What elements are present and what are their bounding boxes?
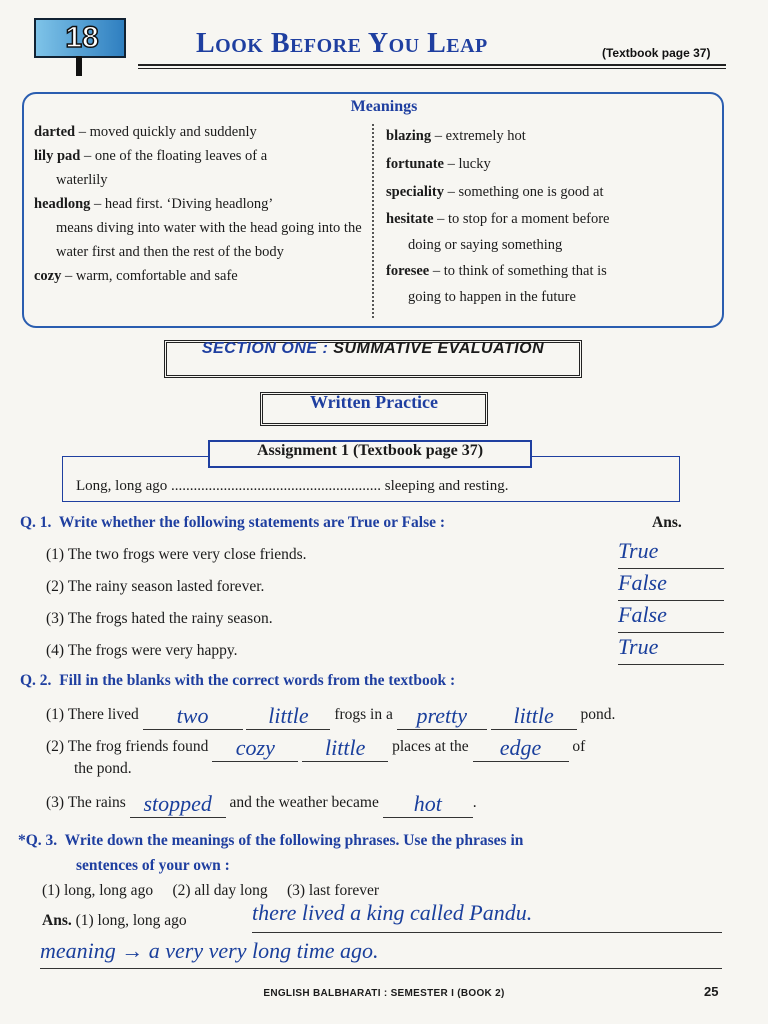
q2-blank: stopped — [130, 791, 226, 818]
q1-answer: True — [618, 634, 724, 665]
chapter-title: Look Before You Leap — [196, 28, 488, 59]
q3-phrases: (1) long, long ago (2) all day long (3) last forever — [42, 882, 380, 899]
assignment-range: Long, long ago ........................................................ sleeping and resting. — [76, 478, 509, 494]
written-practice-heading: Written Practice — [309, 392, 439, 412]
q1-answer: True — [618, 538, 724, 569]
textbook-reference: (Textbook page 37) — [602, 46, 711, 60]
q2-blank: two — [143, 703, 243, 730]
meaning-entry: hesitate – to stop for a moment before doing or saying something — [386, 211, 610, 253]
meanings-title: Meanings — [350, 98, 418, 115]
q1-ans-label: Ans. — [652, 514, 682, 531]
chapter-number: 18 — [65, 21, 99, 54]
q2-blank: little — [246, 703, 330, 730]
q2-blank: hot — [383, 791, 473, 818]
q2-blank: little — [302, 735, 388, 762]
q3-answer-prefix: Ans. (1) long, long ago — [42, 912, 187, 929]
q1-item: (4) The frogs were very happy. — [46, 642, 238, 659]
meaning-entry: speciality – something one is good at — [386, 184, 604, 200]
meaning-entry: blazing – extremely hot — [386, 128, 526, 144]
q3-heading: *Q. 3. Write down the meanings of the following phrases. Use the phrases in sentences of your own : — [18, 832, 524, 874]
section-heading — [164, 340, 582, 378]
title-rule — [138, 64, 726, 66]
chapter-badge — [34, 18, 126, 58]
column-divider — [372, 124, 376, 318]
q2-item-3: (3) The rains stopped and the weather became hot . — [46, 791, 477, 816]
section-name: SUMMATIVE EVALUATION — [333, 340, 545, 357]
footer-book-title: ENGLISH BALBHARATI : SEMESTER I (BOOK 2) — [263, 988, 505, 999]
meaning-entry: lily pad – one of the floating leaves of a waterlily — [34, 148, 268, 188]
page-number: 25 — [704, 984, 719, 999]
q1-answer: False — [618, 602, 724, 633]
q2-blank: cozy — [212, 735, 298, 762]
q2-item-2-cont: the pond. — [74, 760, 132, 777]
meanings-left-column — [34, 120, 368, 288]
q3-answer-line-2: meaning → a very very long time ago. — [40, 938, 722, 969]
q2-item-1: (1) There lived two little frogs in a pretty little pond. — [46, 703, 616, 728]
meanings-right-column — [386, 122, 718, 310]
q1-heading: Q. 1. Write whether the following statements are True or False : — [20, 514, 446, 531]
q2-item-2: (2) The frog friends found cozy little places at the edge of — [46, 735, 586, 760]
assignment-label: Assignment 1 (Textbook page 37) — [208, 440, 532, 468]
title-rule-thin — [138, 68, 726, 69]
q1-item: (1) The two frogs were very close friends. — [46, 546, 307, 563]
q1-item: (3) The frogs hated the rainy season. — [46, 610, 273, 627]
q1-item: (2) The rainy season lasted forever. — [46, 578, 265, 595]
badge-post — [76, 56, 82, 76]
q3-answer-line-1: there lived a king called Pandu. — [252, 900, 722, 933]
q2-blank: little — [491, 703, 577, 730]
section-colon: : — [322, 340, 329, 357]
meaning-entry: cozy – warm, comfortable and safe — [34, 268, 238, 284]
meaning-entry: darted – moved quickly and suddenly — [34, 124, 257, 140]
section-label: SECTION ONE — [201, 340, 318, 357]
meaning-entry: foresee – to think of something that is going to happen in the future — [386, 263, 607, 305]
meaning-entry: headlong – head first. ‘Diving headlong’ means diving into water with the head going into the water first and then the rest of the body — [34, 196, 362, 260]
q2-heading: Q. 2. Fill in the blanks with the correct words from the textbook : — [20, 672, 456, 689]
q1-answer: False — [618, 570, 724, 601]
q2-blank: edge — [473, 735, 569, 762]
meaning-entry: fortunate – lucky — [386, 156, 491, 172]
q2-blank: pretty — [397, 703, 487, 730]
